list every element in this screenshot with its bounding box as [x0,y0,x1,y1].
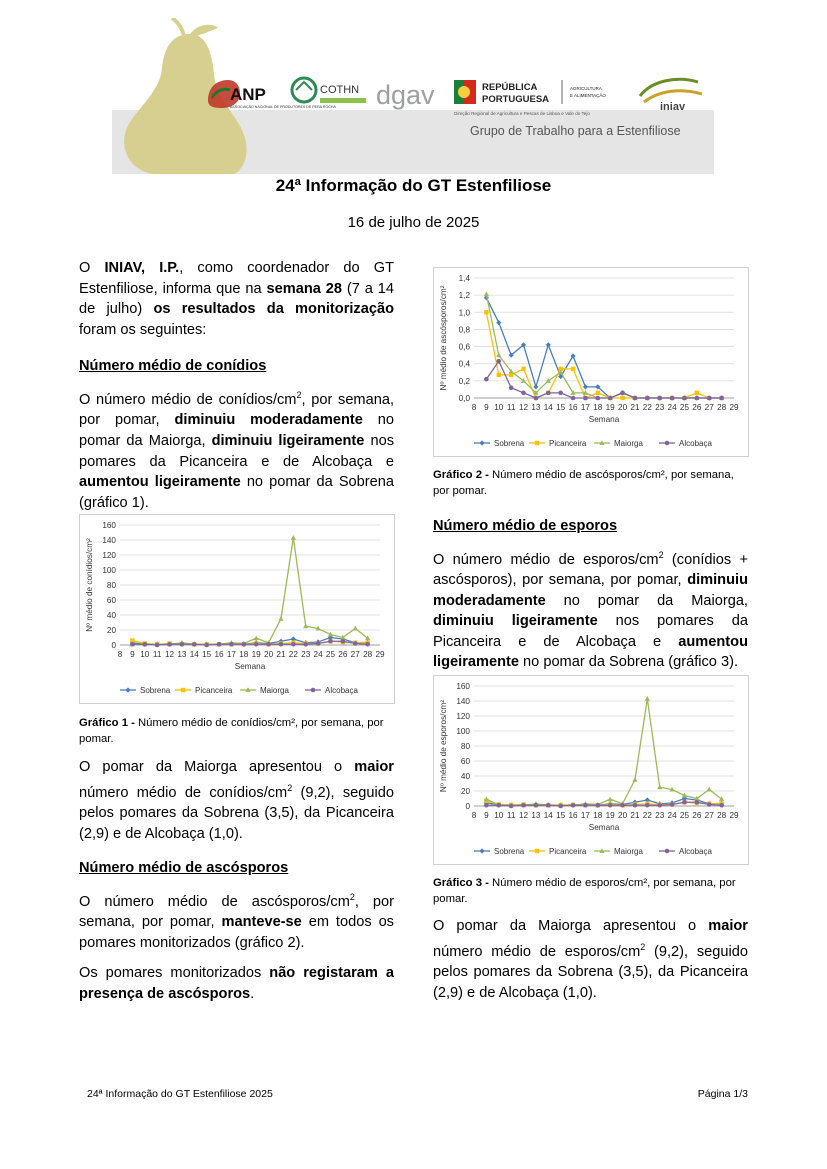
legend-marker [311,688,316,693]
group-title: Grupo de Trabalho para a Estenfiliose [470,124,681,138]
y-tick-label: 120 [102,551,116,560]
left-column [79,258,394,523]
intro-paragraph: O INIAV, I.P., como coordenador do GT Estenfiliose, informa que na semana 28 (7 a 14 de julho) os resultados da monitorização foram os seguintes: [79,260,394,338]
x-tick-label: 28 [717,403,727,412]
x-tick-label: 15 [202,650,212,659]
data-point [266,642,271,647]
data-point [521,367,525,371]
legend-marker [479,848,484,853]
legend-label: Sobrena [494,439,525,448]
data-point [204,643,209,648]
y-tick-label: 160 [102,521,116,530]
y-tick-label: 80 [106,581,116,590]
x-tick-label: 29 [375,650,385,659]
data-point [707,787,712,792]
x-tick-label: 10 [494,811,504,820]
data-point [571,803,576,808]
y-tick-label: 0,8 [458,325,470,335]
y-tick-label: 140 [102,536,116,545]
data-point [534,803,539,808]
x-tick-label: 27 [350,650,360,659]
data-point [657,784,662,789]
data-point [608,396,613,401]
series-line-maiorga [132,538,367,645]
data-point [596,391,600,395]
data-point [291,535,296,540]
data-point [484,377,489,382]
legend-marker [665,849,670,854]
legend-label: Picanceira [195,686,233,695]
data-point [546,803,551,808]
x-tick-label: 11 [152,650,162,659]
y-tick-label: 160 [456,682,470,691]
x-tick-label: 14 [543,403,553,412]
x-tick-label: 26 [692,403,702,412]
data-point [645,696,650,701]
data-point [521,391,526,396]
y-tick-label: 20 [460,787,470,796]
x-tick-label: 22 [288,650,298,659]
x-tick-label: 20 [618,403,628,412]
data-point [682,396,687,401]
heading-esporos: Número médio de esporos [433,518,618,534]
data-point [645,396,650,401]
x-tick-label: 18 [239,650,249,659]
data-point [496,803,501,808]
data-point [583,803,588,808]
y-tick-label: 0,4 [458,359,470,369]
x-axis-title: Semana [588,823,620,832]
data-point [497,373,501,377]
legend-marker [535,849,539,853]
chart-2 [433,267,749,457]
banner-graphic [112,18,714,174]
data-point [695,396,700,401]
agricultura-text: AGRICULTURA [570,86,602,91]
x-tick-label: 12 [518,811,529,820]
heading-ascosporos: Número médio de ascósporos [79,860,289,877]
y-axis-title: Nº médio de esporos/cm² [439,699,448,793]
y-tick-label: 1,0 [458,308,470,318]
y-tick-label: 100 [102,566,116,575]
data-point [521,803,526,808]
data-point [484,803,489,808]
x-tick-label: 26 [338,650,348,659]
y-tick-label: 0 [111,641,116,650]
x-tick-label: 24 [667,403,677,412]
data-point [657,396,662,401]
legend-label: Alcobaça [679,439,712,448]
x-tick-label: 12 [518,403,529,412]
x-tick-label: 23 [655,811,665,820]
x-tick-label: 13 [531,811,541,820]
data-point [632,777,637,782]
ascosporos-paragraph-2: Os pomares monitorizados não registaram a presença de ascósporos. [79,965,394,1003]
x-tick-label: 23 [301,650,311,659]
x-tick-label: 18 [593,811,603,820]
y-tick-label: 20 [106,626,116,635]
x-tick-label: 17 [580,811,590,820]
data-point [707,802,712,807]
data-point [558,391,563,396]
right-column-lower [433,916,748,1013]
data-point [571,367,575,371]
data-point [509,385,514,390]
data-point [217,642,222,647]
series-line-picanceira [486,312,721,398]
x-tick-label: 11 [506,403,516,412]
chart-3-svg [434,676,748,864]
legend-marker [479,440,484,445]
caption-chart-2: Gráfico 2 - Número médio de ascósporos/cm², por semana, por pomar. [433,469,734,497]
x-tick-label: 27 [704,811,714,820]
x-tick-label: 16 [214,650,224,659]
x-tick-label: 13 [531,403,541,412]
legend-marker [181,688,185,692]
x-tick-label: 24 [313,650,323,659]
x-tick-label: 28 [717,811,727,820]
esporos-paragraph: O número médio de esporos/$cm^2$ (conídios + ascósporos), por semana, por pomar, diminuiu moderadamente no pomar da Maiorga, diminuiu ligeiramente nos pomares da Picanceira e de Alcobaça e aumentou ligeiramente no pomar da Sobrena (gráfico 3). [433,549,748,671]
legend-label: Sobrena [494,847,525,856]
data-point [303,623,308,628]
data-point [571,396,576,401]
maiorga-conidios-paragraph: O pomar da Maiorga apresentou o maior número médio de conídios/$cm^2$ (9,2), seguido pelos pomares da Sobrena (3,5), da Picanceira (2,9) e de Alcobaça (1,0). [79,759,395,842]
data-point [608,803,613,808]
x-axis-title: Semana [588,415,620,424]
data-point [303,642,308,647]
data-point [254,635,259,640]
data-point [670,802,675,807]
data-point [242,642,247,647]
data-point [719,803,724,808]
anp-logo-subtext: ASSOCIAÇÃO NACIONAL DE PRODUTORES DE PERA ROCHA [230,105,336,109]
data-point [533,384,538,389]
data-point [496,352,501,357]
x-tick-label: 15 [556,403,566,412]
ascosporos-paragraph-1: O número médio de ascósporos/$cm^2$, por semana, por pomar, manteve-se em todos os pomares monitorizados (gráfico 2). [79,891,394,951]
x-tick-label: 26 [692,811,702,820]
y-tick-label: 80 [460,742,470,751]
data-point [546,391,551,396]
data-point [353,641,358,646]
y-tick-label: 40 [106,611,116,620]
legend-label: Maiorga [260,686,289,695]
data-point [596,803,601,808]
data-point [484,291,489,296]
y-tick-label: 140 [456,697,470,706]
x-tick-label: 25 [325,650,336,659]
data-point [496,320,501,325]
legend-marker [665,441,670,446]
data-point [278,616,283,621]
data-point [328,639,333,644]
x-tick-label: 27 [704,403,714,412]
chart-1-svg [80,515,394,703]
x-tick-label: 9 [130,650,135,659]
x-tick-label: 19 [605,811,615,820]
data-point [620,391,625,396]
data-point [583,384,588,389]
heading-conidios: Número médio de conídios [79,358,267,375]
data-point [558,804,563,809]
y-tick-label: 100 [456,727,470,736]
x-tick-label: 28 [363,650,373,659]
left-column-lower [79,757,394,1015]
header-banner [112,18,714,174]
data-point [620,396,624,400]
data-point [596,396,601,401]
x-tick-label: 9 [484,403,489,412]
x-tick-label: 12 [164,650,175,659]
data-point [620,803,625,808]
data-point [279,642,284,647]
x-tick-label: 8 [471,403,477,412]
x-tick-label: 8 [471,811,477,820]
y-tick-label: 0,6 [458,342,470,352]
data-point [695,391,699,395]
data-point [353,626,358,631]
legend-label: Picanceira [549,847,587,856]
document-date: 16 de julho de 2025 [347,214,480,231]
dgav-logo-text: dgav [376,80,435,110]
document-title: 24ª Informação do GT Estenfiliose [275,176,552,195]
legend-label: Alcobaça [679,847,712,856]
x-tick-label: 25 [679,403,690,412]
y-tick-label: 0 [465,802,470,811]
x-tick-label: 15 [556,811,566,820]
data-point [254,642,259,647]
data-point [365,642,370,647]
data-point [707,396,712,401]
x-tick-label: 10 [494,403,504,412]
x-tick-label: 21 [630,403,640,412]
data-point [192,642,197,647]
x-tick-label: 22 [642,403,652,412]
data-point [719,396,724,401]
data-point [341,639,346,644]
x-tick-label: 11 [506,811,516,820]
x-axis-title: Semana [234,662,266,671]
caption-chart-3: Gráfico 3 - Número médio de esporos/cm², por semana, por pomar. [433,877,736,905]
data-point [534,396,539,401]
data-point [229,642,234,647]
republica-text: REPÚBLICA [482,82,538,93]
y-axis-title: Nº médio de conídios/cm² [85,538,94,632]
legend-marker [125,687,130,692]
data-point [180,642,185,647]
data-point [155,643,160,648]
x-tick-label: 16 [568,403,578,412]
legend-label: Sobrena [140,686,171,695]
portuguesa-text: PORTUGUESA [482,94,550,105]
x-tick-label: 20 [264,650,274,659]
y-tick-label: 1,4 [458,274,470,283]
legend-label: Maiorga [614,439,643,448]
x-tick-label: 17 [226,650,236,659]
footer-left: 24ª Informação do GT Estenfiliose 2025 [87,1088,273,1100]
data-point [608,796,613,801]
data-point [633,803,638,808]
maiorga-esporos-paragraph: O pomar da Maiorga apresentou o maior número médio de esporos/$cm^2$ (9,2), seguido pelos pomares da Sobrena (3,5), da Picanceira (2,9) e de Alcobaça (1,0). [433,918,748,1001]
x-tick-label: 14 [189,650,199,659]
data-point [291,642,296,647]
legend-marker [535,441,539,445]
y-tick-label: 120 [456,712,470,721]
x-tick-label: 29 [729,403,739,412]
x-tick-label: 13 [177,650,187,659]
caption-chart-1: Gráfico 1 - Número médio de conídios/cm², por semana, por pomar. [79,717,384,745]
y-tick-label: 60 [106,596,116,605]
x-tick-label: 22 [642,811,652,820]
y-tick-label: 1,2 [458,291,470,301]
x-tick-label: 9 [484,811,489,820]
legend-label: Maiorga [614,847,643,856]
y-tick-label: 40 [460,772,470,781]
dgav-logo [376,80,435,110]
legend-label: Picanceira [549,439,587,448]
series-line-maiorga [486,699,721,806]
alimentacao-text: E ALIMENTAÇÃO [570,93,606,98]
drap-text: Direção Regional de Agricultura e Pescas de Lisboa e Vale do Tejo [454,111,590,116]
x-tick-label: 17 [580,403,590,412]
legend-label: Alcobaça [325,686,358,695]
x-tick-label: 24 [667,811,677,820]
data-point [167,642,172,647]
series-line-sobrena [486,298,721,398]
x-tick-label: 29 [729,811,739,820]
y-tick-label: 0,2 [458,376,470,386]
data-point [130,642,135,647]
x-tick-label: 18 [593,403,603,412]
x-tick-label: 25 [679,811,690,820]
conidios-paragraph: O número médio de conídios/$cm^2$, por semana, por pomar, diminuiu moderadamente no pomar da Maiorga, diminuiu ligeiramente nos pomares da Picanceira e de Alcobaça e aumentou ligeiramente no pomar da Sobrena (gráfico 1). [79,389,394,511]
x-tick-label: 8 [117,650,123,659]
data-point [670,396,675,401]
chart-3 [433,675,749,865]
x-tick-label: 21 [630,811,640,820]
data-point [484,310,488,314]
chart-2-svg [434,268,748,456]
y-tick-label: 60 [460,757,470,766]
data-point [633,396,638,401]
anp-logo-text: ANP [230,85,266,104]
x-tick-label: 21 [276,650,286,659]
data-point [496,359,501,364]
data-point [316,641,321,646]
x-tick-label: 16 [568,811,578,820]
x-tick-label: 19 [251,650,261,659]
chart-1 [79,514,395,704]
data-point [645,803,650,808]
data-point [682,800,687,805]
y-tick-label: 0,0 [458,394,470,403]
data-point [142,642,147,647]
x-tick-label: 14 [543,811,553,820]
cothn-logo-text: COTHN [320,84,360,96]
footer-page-number: Página 1/3 [697,1088,748,1100]
data-point [657,803,662,808]
x-tick-label: 20 [618,811,628,820]
x-tick-label: 23 [655,403,665,412]
iniav-logo-text: iniav [660,101,686,113]
x-tick-label: 10 [140,650,150,659]
data-point [695,800,700,805]
data-point [583,396,588,401]
y-axis-title: Nº médio de ascósporos/cm² [439,285,448,391]
x-tick-label: 19 [605,403,615,412]
data-point [509,804,514,809]
right-column [433,516,748,683]
